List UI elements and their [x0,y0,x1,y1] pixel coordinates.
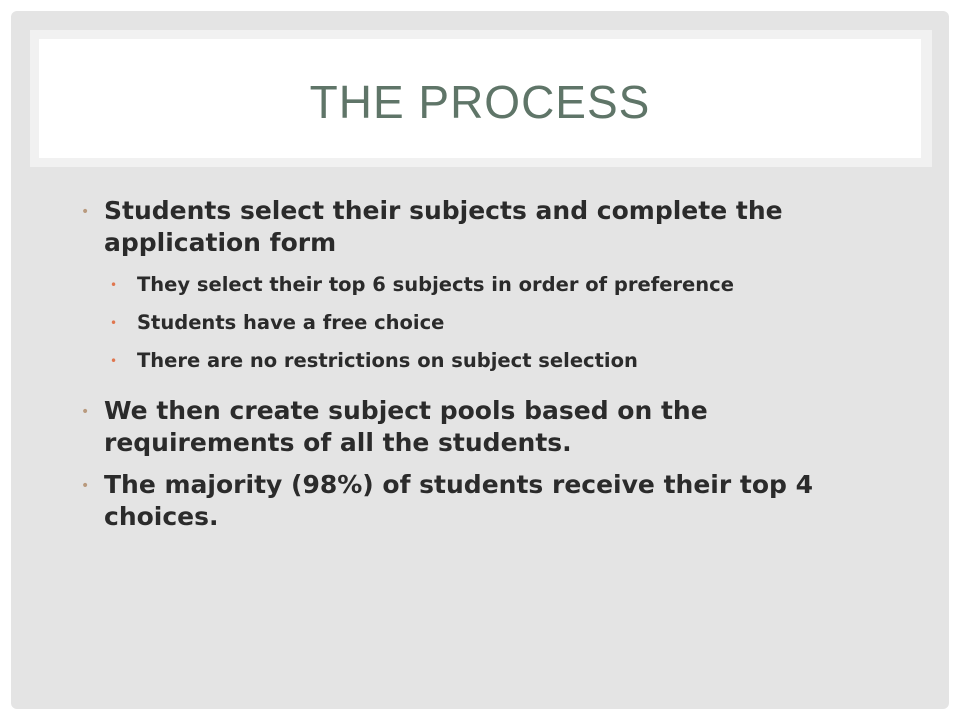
slide [11,11,949,709]
bullet-item [81,469,881,533]
sub-bullet-list [81,273,881,373]
slide-title: THE PROCESS [309,75,651,128]
title-frame [30,30,932,167]
sub-bullet-item [110,273,881,297]
bullet-item [81,395,881,459]
sub-bullet-marker: • [110,354,118,368]
sub-bullet-text: Students have a free choice [137,311,445,334]
bullet-marker: • [81,404,90,420]
bullet-text: We then create subject pools based on the requirements of all the students. [104,396,708,457]
bullet-list [81,195,881,533]
bullet-text: The majority (98%) of students receive their top 4 choices. [104,470,813,531]
sub-bullet-text: They select their top 6 subjects in order of preference [137,273,734,296]
sub-bullet-marker: • [110,316,118,330]
sub-bullet-text: There are no restrictions on subject selection [137,349,638,372]
sub-bullet-item [110,349,881,373]
bullet-marker: • [81,204,90,220]
sub-bullet-item [110,311,881,335]
bullet-item [81,195,881,259]
sub-bullet-marker: • [110,278,118,292]
title-box [39,39,921,158]
bullet-marker: • [81,478,90,494]
bullet-text: Students select their subjects and complete the application form [104,196,783,257]
